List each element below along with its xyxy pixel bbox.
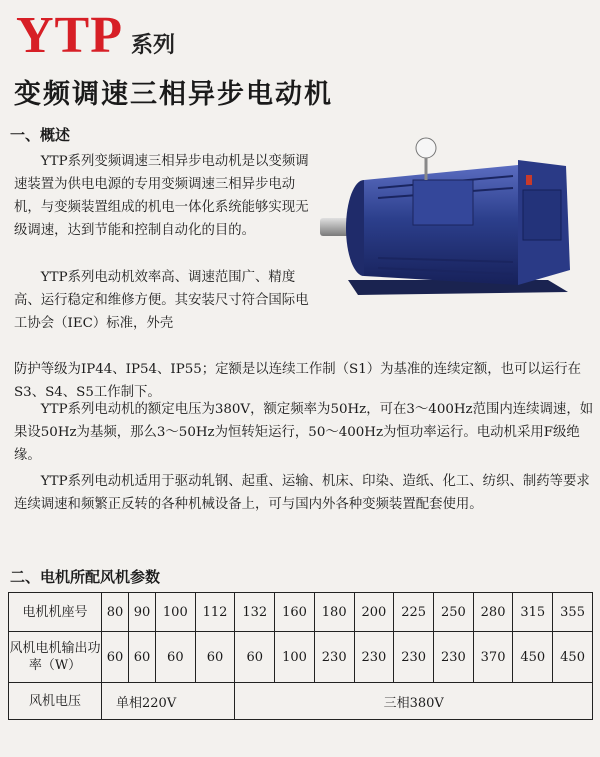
row-label-voltage: 风机电压 — [9, 683, 102, 720]
overview-paragraph-4: YTP系列电动机适用于驱动轧钢、起重、运输、机床、印染、造纸、化工、纺织、制药等要求连续调速和频繁正反转的各种机械设备上，可与国内外各种变频装置配套使用。 — [14, 474, 590, 512]
table-cell: 280 — [473, 593, 513, 632]
table-cell: 200 — [354, 593, 394, 632]
table-cell: 230 — [354, 632, 394, 683]
overview-paragraph-1: YTP系列变频调速三相异步电动机是以变频调速装置为供电电源的专用变频调速三相异步电动机，与变频装置组成的机电一体化系统能够实现无级调速，达到节能和控制自动化的目的。 — [14, 154, 309, 238]
table-row — [9, 683, 593, 720]
table-cell: 315 — [513, 593, 553, 632]
table-cell: 60 — [102, 632, 129, 683]
table-row — [9, 632, 593, 683]
table-row — [9, 593, 593, 632]
table-cell: 80 — [102, 593, 129, 632]
row-label-power: 风机电机输出功率（W） — [9, 632, 102, 683]
overview-paragraph-3: YTP系列电动机的额定电压为380V，额定频率为50Hz，可在3～400Hz范围内连续调速，如果设50Hz为基频，那么3～50Hz为恒转矩运行，50～400Hz为恒功率运行。电动机采用F级绝缘。 — [14, 402, 594, 463]
table-cell: 60 — [195, 632, 235, 683]
table-cell: 180 — [314, 593, 354, 632]
overview-paragraph-2: YTP系列电动机效率高、调速范围广、精度高、运行稳定和维修方便。其安装尺寸符合国际电工协会（IEC）标准，外壳 — [14, 270, 309, 331]
table-cell: 225 — [394, 593, 434, 632]
page-title: 变频调速三相异步电动机 — [14, 79, 333, 110]
table-cell: 370 — [473, 632, 513, 683]
table-cell: 250 — [434, 593, 474, 632]
table-cell: 450 — [513, 632, 553, 683]
table-cell: 90 — [128, 593, 155, 632]
table-cell: 160 — [275, 593, 315, 632]
table-cell: 112 — [195, 593, 235, 632]
brand-header — [16, 6, 175, 65]
single-phase-cell: 单相220V — [102, 683, 235, 720]
table-cell: 450 — [553, 632, 593, 683]
overview-paragraph-2-cont: 防护等级为IP44、IP54、IP55；定额是以连续工作制（S1）为基准的连续定额，也可以运行在S3、S4、S5工作制下。 — [14, 362, 581, 400]
section-heading-fan-params: 二、电机所配风机参数 — [10, 568, 161, 586]
table-cell: 230 — [314, 632, 354, 683]
table-cell: 230 — [394, 632, 434, 683]
row-label-frame: 电机机座号 — [9, 593, 102, 632]
table-cell: 132 — [235, 593, 275, 632]
motor-illustration — [318, 130, 588, 300]
table-cell: 230 — [434, 632, 474, 683]
table-cell: 100 — [155, 593, 195, 632]
table-cell: 60 — [128, 632, 155, 683]
table-cell: 60 — [155, 632, 195, 683]
table-cell: 100 — [275, 632, 315, 683]
table-cell: 60 — [235, 632, 275, 683]
three-phase-cell: 三相380V — [235, 683, 593, 720]
brand-logo: YTP — [16, 7, 123, 64]
table-cell: 355 — [553, 593, 593, 632]
brand-series: 系列 — [131, 33, 176, 58]
fan-params-table — [8, 592, 593, 720]
motor-image — [318, 130, 588, 300]
section-heading-overview: 一、概述 — [10, 126, 71, 144]
